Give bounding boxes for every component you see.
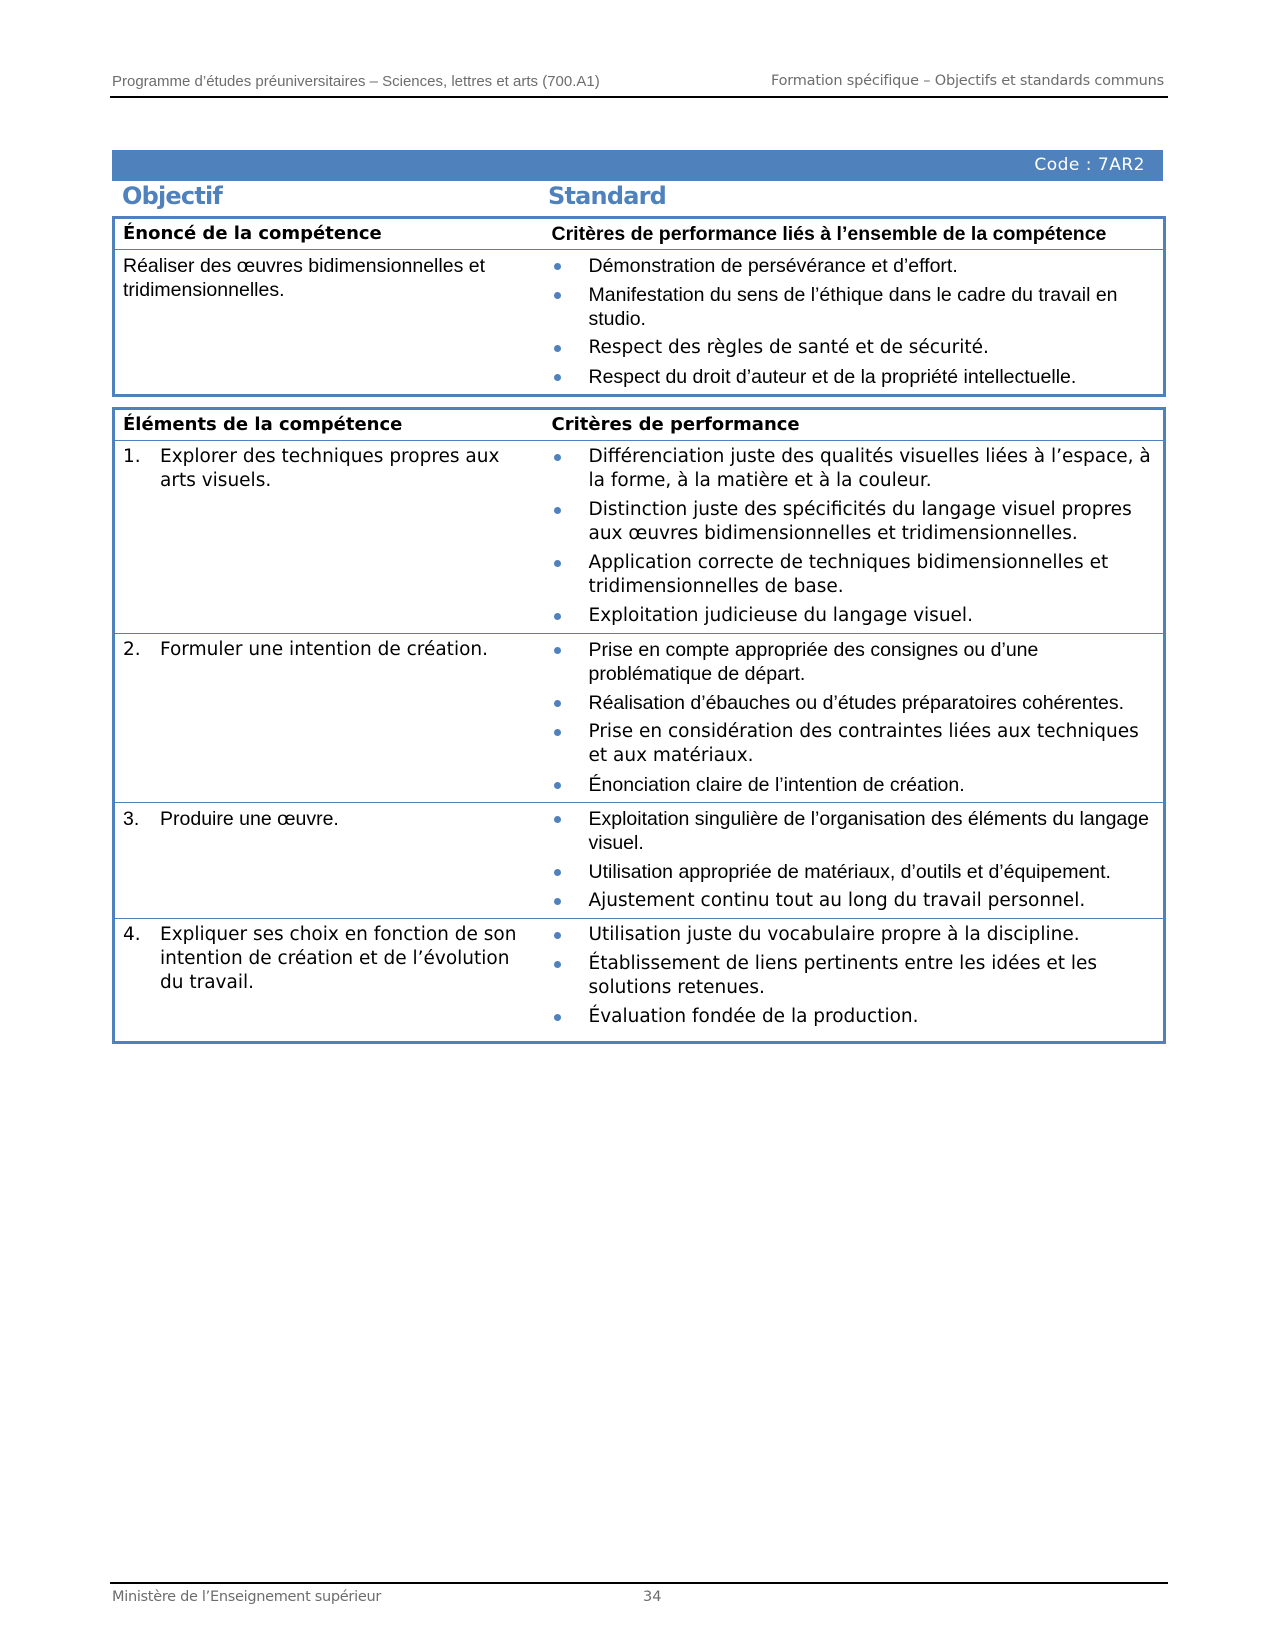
element-text: Explorer des techniques propres aux arts visuels. xyxy=(160,446,500,491)
header-program-title: Programme d’études préuniversitaires – Sciences, lettres et arts (700.A1) xyxy=(112,73,600,90)
criterion-item: Respect du droit d’auteur et de la propriété intellectuelle. xyxy=(552,365,1154,389)
element-row-4 xyxy=(114,919,1165,1043)
element-cell xyxy=(114,441,540,634)
criterion-item: Réalisation d’ébauches ou d’études préparatoires cohérentes. xyxy=(552,691,1154,715)
bullet-icon xyxy=(554,961,561,968)
page-number: 34 xyxy=(643,1589,662,1605)
competence-table xyxy=(112,216,1166,397)
criterion-item: Établissement de liens pertinents entre les idées et les solutions retenues. xyxy=(552,952,1154,1000)
element-row-3 xyxy=(114,803,1165,919)
elements-table xyxy=(112,407,1166,1044)
bullet-icon xyxy=(554,782,561,789)
criteria-list xyxy=(540,803,1164,918)
global-criteria-header: Critères de performance liés à l’ensemble de la compétence xyxy=(551,223,1107,245)
bullet-icon xyxy=(554,454,561,461)
bullet-icon xyxy=(554,1014,561,1021)
element-number: 1. xyxy=(123,446,141,467)
element-1 xyxy=(115,441,540,493)
criterion-item: Application correcte de techniques bidimensionnelles et tridimensionnelles de base. xyxy=(552,551,1154,599)
criteria-cell xyxy=(540,634,1165,803)
criteria-cell xyxy=(540,803,1165,919)
element-text: Produire une œuvre. xyxy=(160,808,339,830)
criterion-item: Manifestation du sens de l’éthique dans le cadre du travail en studio. xyxy=(552,283,1154,331)
criteria-cell xyxy=(540,441,1165,634)
bullet-icon xyxy=(554,816,561,823)
bullet-icon xyxy=(554,560,561,567)
element-row-1 xyxy=(114,441,1165,634)
competence-header-row xyxy=(114,218,1165,250)
standard-title: Standard xyxy=(548,182,667,210)
bullet-icon xyxy=(554,507,561,514)
element-3 xyxy=(115,803,540,831)
criterion-item: Différenciation juste des qualités visuelles liées à l’espace, à la forme, à la matière et à la couleur. xyxy=(552,445,1154,493)
bullet-icon xyxy=(554,292,561,299)
element-cell xyxy=(114,634,540,803)
bullet-icon xyxy=(554,345,561,352)
code-bar: Code : 7AR2 xyxy=(112,150,1163,181)
statement-header: Énoncé de la compétence xyxy=(123,223,382,244)
element-cell xyxy=(114,803,540,919)
criterion-item: Utilisation juste du vocabulaire propre à la discipline. xyxy=(552,923,1154,947)
criteria-cell xyxy=(540,919,1165,1043)
bullet-icon xyxy=(554,869,561,876)
elements-header: Éléments de la compétence xyxy=(123,414,403,435)
criteria-list xyxy=(540,634,1164,802)
bullet-icon xyxy=(554,898,561,905)
criterion-item: Évaluation fondée de la production. xyxy=(552,1005,1154,1029)
criteria-header: Critères de performance xyxy=(551,414,800,435)
criterion-item: Énonciation claire de l’intention de création. xyxy=(552,773,1154,797)
criteria-list xyxy=(540,919,1164,1041)
page-footer xyxy=(110,1582,1168,1605)
header-section-title: Formation spécifique – Objectifs et standards communs xyxy=(770,73,1164,89)
footer-ministry: Ministère de l’Enseignement supérieur xyxy=(112,1589,381,1605)
bullet-icon xyxy=(554,932,561,939)
global-criteria-list xyxy=(540,250,1164,394)
competence-row xyxy=(114,250,1165,396)
bullet-icon xyxy=(554,647,561,654)
element-number: 2. xyxy=(123,639,141,660)
element-text: Expliquer ses choix en fonction de son intention de création et de l’évolution du travail. xyxy=(160,924,517,993)
global-criteria-cell xyxy=(540,250,1165,396)
elements-header-row xyxy=(114,409,1165,441)
criterion-item: Exploitation singulière de l’organisation des éléments du langage visuel. xyxy=(552,807,1154,855)
criterion-item: Exploitation judicieuse du langage visuel. xyxy=(552,604,1154,628)
criterion-item: Ajustement continu tout au long du travail personnel. xyxy=(552,889,1154,913)
element-2 xyxy=(115,634,540,662)
criterion-item: Respect des règles de santé et de sécurité. xyxy=(552,336,1154,360)
criteria-list xyxy=(540,441,1164,633)
objectif-title: Objectif xyxy=(122,182,223,210)
element-4 xyxy=(115,919,540,995)
element-row-2 xyxy=(114,634,1165,803)
bullet-icon xyxy=(554,613,561,620)
section-titles xyxy=(112,182,1163,216)
criterion-item: Utilisation appropriée de matériaux, d’outils et d’équipement. xyxy=(552,860,1154,884)
page-header xyxy=(110,72,1168,98)
element-text: Formuler une intention de création. xyxy=(160,639,489,660)
competence-statement: Réaliser des œuvres bidimensionnelles et tridimensionnelles. xyxy=(114,250,540,396)
criterion-item: Démonstration de persévérance et d’effort. xyxy=(552,254,1154,278)
criterion-item: Prise en considération des contraintes liées aux techniques et aux matériaux. xyxy=(552,720,1154,768)
element-number: 4. xyxy=(123,924,141,945)
criterion-item: Distinction juste des spécificités du langage visuel propres aux œuvres bidimensionnelles et tridimensionnelles. xyxy=(552,498,1154,546)
bullet-icon xyxy=(554,263,561,270)
bullet-icon xyxy=(554,729,561,736)
element-number: 3. xyxy=(123,808,140,830)
bullet-icon xyxy=(554,700,561,707)
element-cell xyxy=(114,919,540,1043)
bullet-icon xyxy=(554,374,561,381)
criterion-item: Prise en compte appropriée des consignes ou d’une problématique de départ. xyxy=(552,638,1154,686)
